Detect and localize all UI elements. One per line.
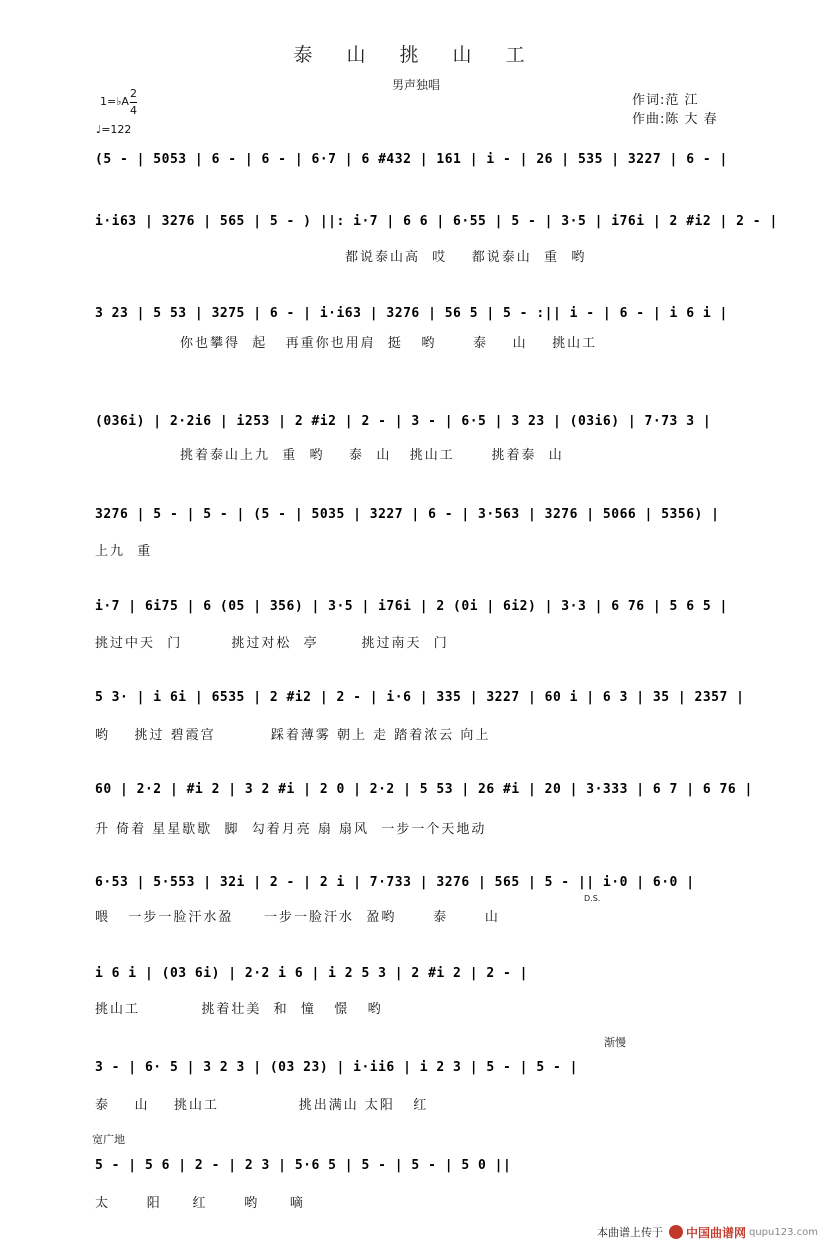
notation-line-6: i·7 | 6i75 | 6 (05 | 356) | 3·5 | i76i | 2 (0i | 6i2) | 3·3 | 6 76 | 5 6 5 | xyxy=(95,599,728,614)
notation-line-5: 3276 | 5 - | 5 - | (5 - | 5035 | 3227 | 6 - | 3·563 | 3276 | 5066 | 5356) | xyxy=(95,507,720,522)
lyric-line-5: 上九 重 xyxy=(95,544,153,559)
lyric-line-6: 挑过中天 门 挑过对松 亭 挑过南天 门 xyxy=(95,636,449,651)
lyric-line-8: 升 倚着 星星歇歇 脚 勾着月亮 扇 扇风 一步一个天地动 xyxy=(95,822,487,837)
logo-domain: qupu123.com xyxy=(749,1226,818,1238)
notation-line-9: 6·53 | 5·553 | 32i | 2 - | 2 i | 7·733 | 3276 | 565 | 5 - || i·0 | 6·0 | xyxy=(95,875,695,890)
time-signature xyxy=(130,86,137,119)
logo-text: 中国曲谱网 xyxy=(685,1225,746,1240)
lyric-line-4: 挑着泰山上九 重 哟 泰 山 挑山工 挑着泰 山 xyxy=(180,448,564,463)
lyric-line-7: 哟 挑过 碧霞宫 踩着薄雾 朝上 走 踏着浓云 向上 xyxy=(95,728,491,743)
time-denominator: 4 xyxy=(130,104,137,117)
notation-line-10: i 6 i | (03 6i) | 2·2 i 6 | i 2 5 3 | 2 #i 2 | 2 - | xyxy=(95,966,528,981)
lyric-line-12: 太 阳 红 哟 嘀 xyxy=(95,1196,305,1211)
notation-line-3: 3 23 | 5 53 | 3275 | 6 - | i·i63 | 3276 | 56 5 | 5 - :|| i - | 6 - | i 6 i | xyxy=(95,306,728,321)
notation-line-1: (5 - | 5053 | 6 - | 6 - | 6·7 | 6 #432 | 161 | i - | 26 | 535 | 3227 | 6 - | xyxy=(95,152,728,167)
notation-line-2: i·i63 | 3276 | 565 | 5 - ) ||: i·7 | 6 6 | 6·55 | 5 - | 3·5 | i76i | 2 #i2 | 2 - | xyxy=(95,214,778,229)
song-title: 泰 山 挑 山 工 xyxy=(293,44,539,66)
lyric-line-3: 你也攀得 起 再重你也用肩 挺 哟 泰 山 挑山工 xyxy=(180,336,598,351)
lyric-line-2: 都说泰山高 哎 都说泰山 重 哟 xyxy=(345,250,587,265)
gradual-slow-marking: 渐慢 xyxy=(604,1036,626,1049)
composer-credit: 作曲:陈 大 春 xyxy=(632,112,718,127)
notation-line-8: 60 | 2·2 | #i 2 | 3 2 #i | 2 0 | 2·2 | 5 53 | 26 #i | 20 | 3·333 | 6 7 | 6 76 | xyxy=(95,782,753,797)
time-numerator: 2 xyxy=(130,87,137,100)
upload-footer xyxy=(597,1222,818,1242)
notation-line-12: 5 - | 5 6 | 2 - | 2 3 | 5·6 5 | 5 - | 5 - | 5 0 || xyxy=(95,1158,512,1173)
lyric-line-9: 喂 一步一脸汗水盈 一步一脸汗水 盈哟 泰 山 xyxy=(95,910,500,925)
notation-line-4: (036i) | 2·2i6 | i253 | 2 #i2 | 2 - | 3 - | 6·5 | 3 23 | (03i6) | 7·73 3 | xyxy=(95,414,712,429)
lyric-line-11: 泰 山 挑山工 挑出满山 太阳 红 xyxy=(95,1098,429,1113)
key-signature: 1=♭A xyxy=(100,95,129,108)
notation-line-7: 5 3· | i 6i | 6535 | 2 #i2 | 2 - | i·6 | 335 | 3227 | 60 i | 6 3 | 35 | 2357 | xyxy=(95,690,745,705)
ds-marking: D.S. xyxy=(584,894,601,903)
notation-line-11: 3 - | 6· 5 | 3 2 3 | (03 23) | i·ii6 | i 2 3 | 5 - | 5 - | xyxy=(95,1060,578,1075)
tempo-marking: ♩=122 xyxy=(96,123,132,136)
song-subtitle: 男声独唱 xyxy=(391,78,440,92)
logo-icon xyxy=(669,1225,683,1239)
lyricist-credit: 作词:范 江 xyxy=(632,93,699,108)
upload-text: 本曲谱上传于 xyxy=(596,1226,663,1239)
lyric-line-10: 挑山工 挑着壮美 和 憧 憬 哟 xyxy=(95,1002,383,1017)
site-logo[interactable] xyxy=(669,1224,818,1241)
broad-marking: 宽广地 xyxy=(92,1133,125,1146)
